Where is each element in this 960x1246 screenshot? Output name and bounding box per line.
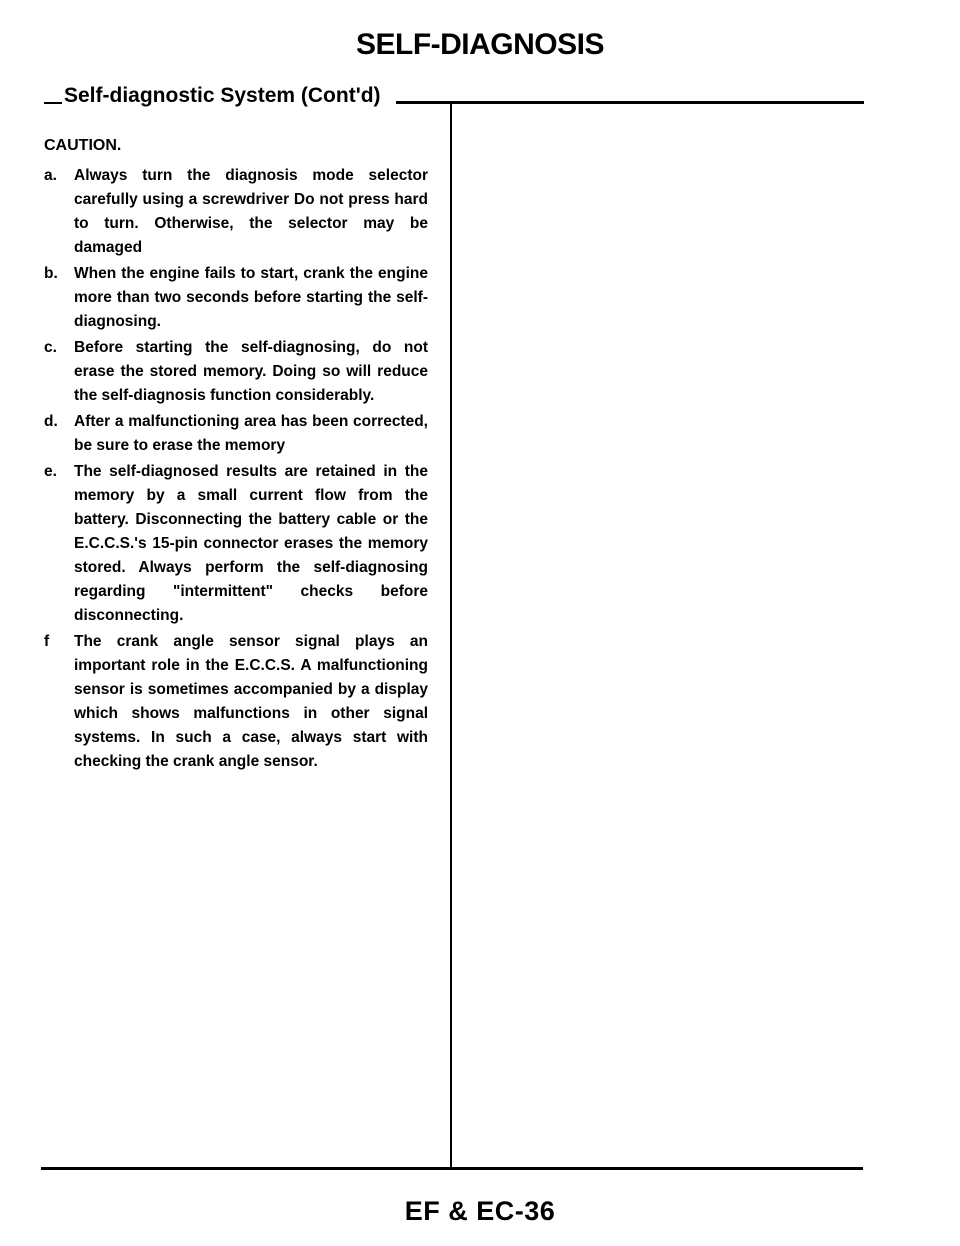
caution-item-a <box>44 164 428 260</box>
caution-item-text: The self-diagnosed results are retained in the memory by a small current flow from the battery. Disconnecting the battery cable or the E.C.C.S.'s 15-pin connector erases the memory stored. Always perform the self-diagnosing regarding "intermittent" checks before disconnecting. <box>74 463 428 624</box>
caution-item-d <box>44 410 428 458</box>
caution-title: CAUTION. <box>44 137 122 154</box>
page-number: EF & EC-36 <box>404 1196 556 1226</box>
caution-list <box>44 164 428 774</box>
watermark: carmanualsonline.info <box>806 1218 950 1233</box>
caution-item-c <box>44 336 428 408</box>
section-heading-text: Self-diagnostic System (Cont'd) <box>64 84 381 107</box>
caution-item-text: After a malfunctioning area has been corrected, be sure to erase the memory <box>74 413 428 454</box>
page-title: SELF-DIAGNOSIS <box>355 28 604 61</box>
caution-item-e <box>44 460 428 628</box>
caution-item-text: Always turn the diagnosis mode selector carefully using a screwdriver Do not press hard to turn. Otherwise, the selector may be damaged <box>74 167 428 256</box>
heading-rule <box>396 101 864 104</box>
caution-item-text: Before starting the self-diagnosing, do not erase the stored memory. Doing so will reduce the self-diagnosis function considerably. <box>74 339 428 404</box>
column-divider <box>450 101 452 1168</box>
caution-item-marker: e. <box>44 463 57 480</box>
caution-item-marker: a. <box>44 167 57 184</box>
caution-item-marker: f <box>44 633 50 650</box>
caution-block <box>44 134 428 776</box>
caution-item-marker: b. <box>44 265 58 282</box>
bottom-rule <box>41 1167 863 1170</box>
heading-lead-rule <box>44 102 62 104</box>
caution-item-marker: d. <box>44 413 58 430</box>
caution-item-f <box>44 630 428 774</box>
caution-item-text: When the engine fails to start, crank the engine more than two seconds before starting the self-diagnosing. <box>74 265 428 330</box>
caution-item-b <box>44 262 428 334</box>
caution-item-text: The crank angle sensor signal plays an important role in the E.C.C.S. A malfunctioning sensor is sometimes accompanied by a display which shows malfunctions in other signal systems. In such a case, always start with checking the crank angle sensor. <box>74 633 428 770</box>
section-heading <box>44 84 381 108</box>
caution-item-marker: c. <box>44 339 57 356</box>
